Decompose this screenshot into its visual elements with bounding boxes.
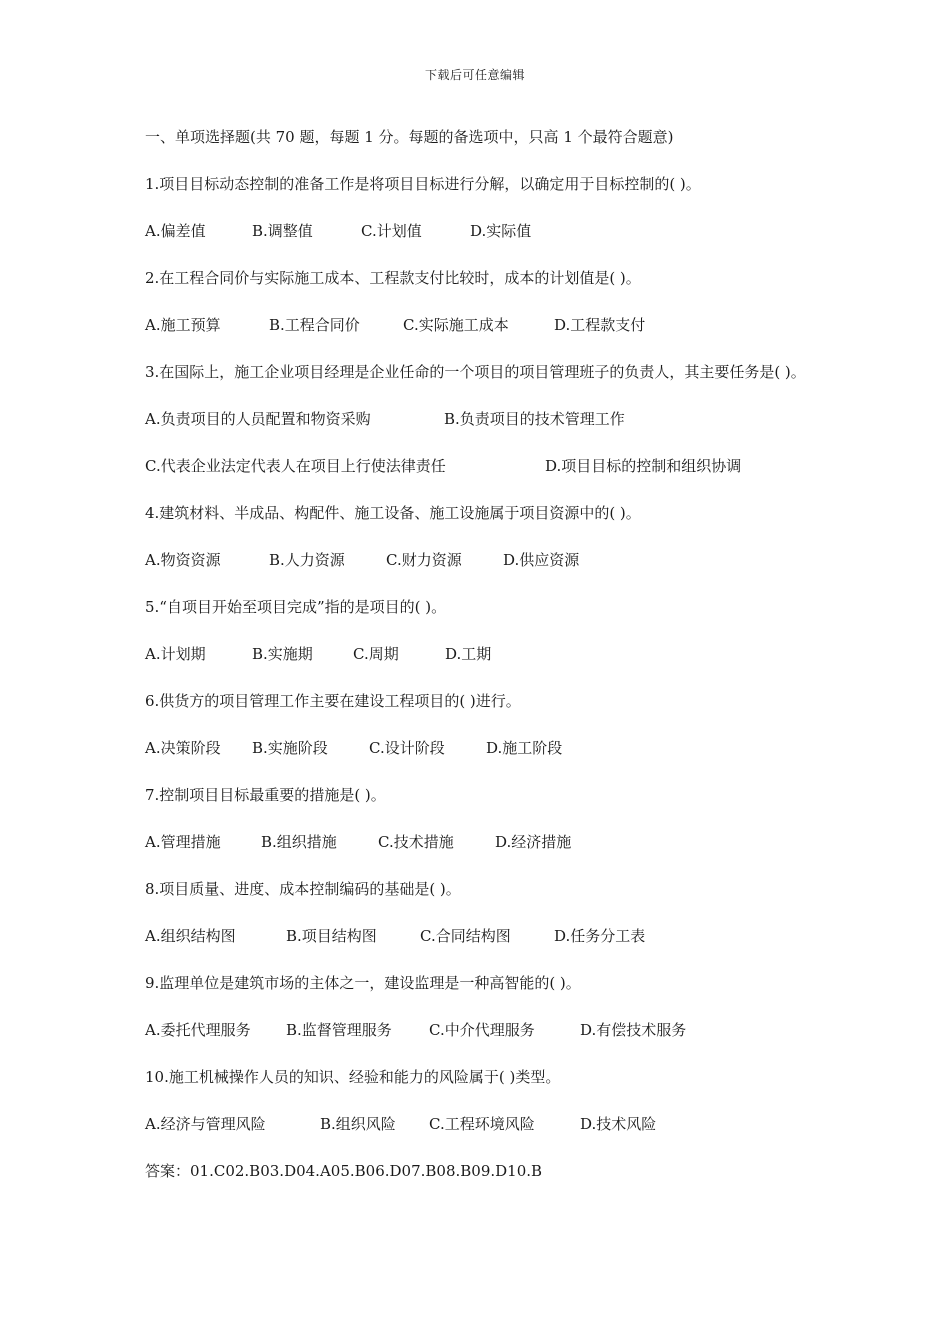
question-10-stem: 10.施工机械操作人员的知识、经验和能力的风险属于( )类型。 — [145, 1068, 561, 1086]
question-4-option-a: A.物资资源 — [145, 551, 221, 569]
question-2-option-d: D.工程款支付 — [554, 316, 646, 334]
question-10-options — [145, 1112, 810, 1136]
exam-content — [145, 125, 810, 1183]
question-4-option-d: D.供应资源 — [503, 551, 580, 569]
question-10-option-c: C.工程环境风险 — [429, 1115, 535, 1133]
question-7-stem: 7.控制项目目标最重要的措施是( )。 — [145, 786, 386, 804]
question-2-options — [145, 313, 810, 337]
question-5-option-b: B.实施期 — [252, 645, 313, 663]
question-6-option-a: A.决策阶段 — [145, 739, 221, 757]
question-4-option-b: B.人力资源 — [269, 551, 345, 569]
answer-key: 答案：01.C02.B03.D04.A05.B06.D07.B08.B09.D10.B — [145, 1162, 543, 1180]
section-title: 一、单项选择题(共 70 题，每题 1 分。每题的备选项中，只高 1 个最符合题意) — [145, 128, 674, 146]
question-1-stem: 1.项目目标动态控制的准备工作是将项目目标进行分解，以确定用于目标控制的( )。 — [145, 175, 701, 193]
question-8-options — [145, 924, 810, 948]
question-6-option-b: B.实施阶段 — [252, 739, 328, 757]
question-9-option-c: C.中介代理服务 — [429, 1021, 535, 1039]
question-3-option-b: B.负责项目的技术管理工作 — [444, 410, 625, 428]
question-6-option-c: C.设计阶段 — [369, 739, 445, 757]
question-10-option-d: D.技术风险 — [580, 1115, 657, 1133]
question-7-option-b: B.组织措施 — [261, 833, 337, 851]
question-9-option-a: A.委托代理服务 — [145, 1021, 251, 1039]
question-8-option-d: D.任务分工表 — [554, 927, 646, 945]
question-7-option-c: C.技术措施 — [378, 833, 454, 851]
question-8-option-c: C.合同结构图 — [420, 927, 511, 945]
question-7-option-d: D.经济措施 — [495, 833, 572, 851]
question-6-option-d: D.施工阶段 — [486, 739, 563, 757]
question-3-stem: 3.在国际上，施工企业项目经理是企业任命的一个项目的项目管理班子的负责人，其主要任务是( )。 — [145, 363, 806, 381]
question-9-option-b: B.监督管理服务 — [286, 1021, 392, 1039]
question-8-stem: 8.项目质量、进度、成本控制编码的基础是( )。 — [145, 880, 461, 898]
question-10-option-b: B.组织风险 — [320, 1115, 396, 1133]
question-10-option-a: A.经济与管理风险 — [145, 1115, 266, 1133]
question-3-options-row-2 — [145, 454, 810, 478]
question-2-stem: 2.在工程合同价与实际施工成本、工程款支付比较时，成本的计划值是( )。 — [145, 269, 641, 287]
question-2-option-b: B.工程合同价 — [269, 316, 360, 334]
question-9-option-d: D.有偿技术服务 — [580, 1021, 687, 1039]
question-5-options — [145, 642, 810, 666]
question-4-options — [145, 548, 810, 572]
question-8-option-b: B.项目结构图 — [286, 927, 377, 945]
question-1-option-c: C.计划值 — [361, 222, 422, 240]
header-note: 下载后可任意编辑 — [424, 68, 525, 82]
question-7-option-a: A.管理措施 — [145, 833, 221, 851]
question-8-option-a: A.组织结构图 — [145, 927, 236, 945]
question-6-stem: 6.供货方的项目管理工作主要在建设工程项目的( )进行。 — [145, 692, 521, 710]
question-5-option-d: D.工期 — [445, 645, 492, 663]
question-5-option-a: A.计划期 — [145, 645, 206, 663]
question-1-options — [145, 219, 810, 243]
question-3-option-a: A.负责项目的人员配置和物资采购 — [145, 410, 371, 428]
question-5-stem: 5.“自项目开始至项目完成”指的是项目的( )。 — [145, 598, 447, 616]
question-5-option-c: C.周期 — [353, 645, 399, 663]
question-6-options — [145, 736, 810, 760]
question-9-options — [145, 1018, 810, 1042]
question-2-option-c: C.实际施工成本 — [403, 316, 509, 334]
question-3-option-c: C.代表企业法定代表人在项目上行使法律责任 — [145, 457, 446, 475]
question-7-options — [145, 830, 810, 854]
question-1-option-a: A.偏差值 — [145, 222, 206, 240]
question-9-stem: 9.监理单位是建筑市场的主体之一，建设监理是一种高智能的( )。 — [145, 974, 581, 992]
question-1-option-b: B.调整值 — [252, 222, 313, 240]
question-4-option-c: C.财力资源 — [386, 551, 462, 569]
question-3-options-row-1 — [145, 407, 810, 431]
question-4-stem: 4.建筑材料、半成品、构配件、施工设备、施工设施属于项目资源中的( )。 — [145, 504, 641, 522]
question-1-option-d: D.实际值 — [470, 222, 532, 240]
question-3-option-d: D.项目目标的控制和组织协调 — [545, 457, 742, 475]
question-2-option-a: A.施工预算 — [145, 316, 221, 334]
